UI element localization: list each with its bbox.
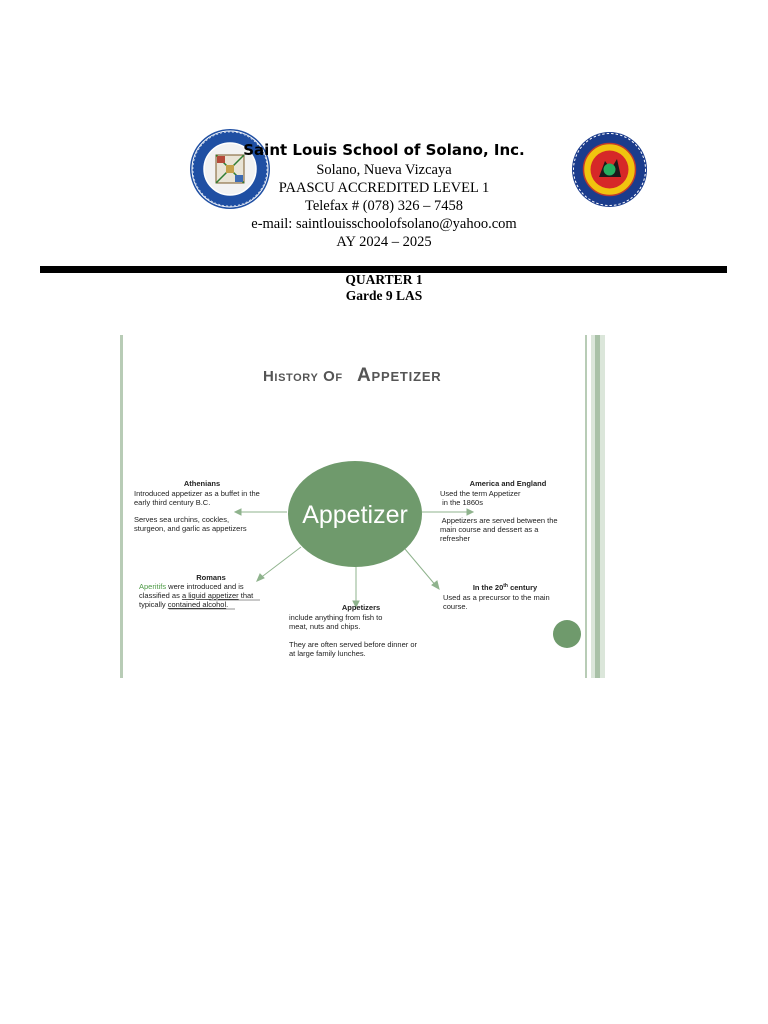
romans-heading: Romans xyxy=(196,573,226,582)
arrowhead-romans xyxy=(257,574,264,581)
arrowhead-athenians xyxy=(235,509,241,515)
slide-right-border-thin xyxy=(585,335,587,678)
appetizers-line-3: They are often served before dinner or xyxy=(289,640,417,649)
athenians-line-4: sturgeon, and garlic as appetizers xyxy=(134,524,247,533)
athenians-line-1: Introduced appetizer as a buffet in the xyxy=(134,489,260,498)
athenians-heading: Athenians xyxy=(183,479,221,488)
romans-line-3: typically contained alcohol. xyxy=(139,600,229,609)
romans-line-2: classified as a liquid appetizer that xyxy=(139,591,254,600)
grade-label: Garde 9 LAS xyxy=(345,288,423,303)
arrow-to-twentieth xyxy=(405,549,437,587)
athenians-line-3: Serves sea urchins, cockles, xyxy=(134,515,230,524)
slide-accent-dot xyxy=(553,620,581,648)
slide-left-border xyxy=(120,335,123,678)
twentieth-heading: In the 20th century xyxy=(472,583,538,592)
twentieth-line-1: Used as a precursor to the main xyxy=(443,593,550,602)
athenians-line-2: early third century B.C. xyxy=(134,498,211,507)
telefax: Telefax # (078) 326 – 7458 xyxy=(304,198,464,214)
america-line-3: Appetizers are served between the xyxy=(440,516,558,525)
slide-title-main: Appetizer xyxy=(357,365,442,386)
america-line-4: main course and dessert as a xyxy=(440,525,539,534)
romans-line-1: Aperitifs were introduced and is xyxy=(139,582,244,591)
school-address: Solano, Nueva Vizcaya xyxy=(316,162,452,178)
slide-graphic xyxy=(89,335,679,678)
accreditation: PAASCU ACCREDITED LEVEL 1 xyxy=(278,180,490,196)
appetizers-heading: Appetizers xyxy=(341,603,381,612)
organization-seal-icon xyxy=(571,131,648,208)
email: e-mail: saintlouisschoolofsolano@yahoo.com xyxy=(251,216,517,232)
school-header xyxy=(234,139,534,251)
academic-year: AY 2024 – 2025 xyxy=(336,234,432,250)
appetizers-line-4: at large family lunches. xyxy=(289,649,366,658)
slide-right-border-inner xyxy=(595,335,600,678)
appetizers-line-1: include anything from fish to xyxy=(289,613,383,622)
arrow-to-romans xyxy=(259,547,301,579)
arrowhead-america xyxy=(467,509,473,515)
america-heading: America and England xyxy=(469,479,547,488)
appetizers-line-2: meat, nuts and chips. xyxy=(289,622,361,631)
america-line-2: in the 1860s xyxy=(440,498,483,507)
america-line-5: refresher xyxy=(440,534,471,543)
america-line-1: Used the term Appetizer xyxy=(440,489,521,498)
quarter-heading xyxy=(234,272,534,304)
quarter-label: QUARTER 1 xyxy=(345,272,423,287)
school-name: Saint Louis School of Solano, Inc. xyxy=(243,141,525,159)
appetizer-history-slide xyxy=(89,335,679,678)
center-label: Appetizer xyxy=(302,501,408,529)
slide-title-prefix: History Of xyxy=(263,368,343,385)
twentieth-line-2: course. xyxy=(443,602,468,611)
